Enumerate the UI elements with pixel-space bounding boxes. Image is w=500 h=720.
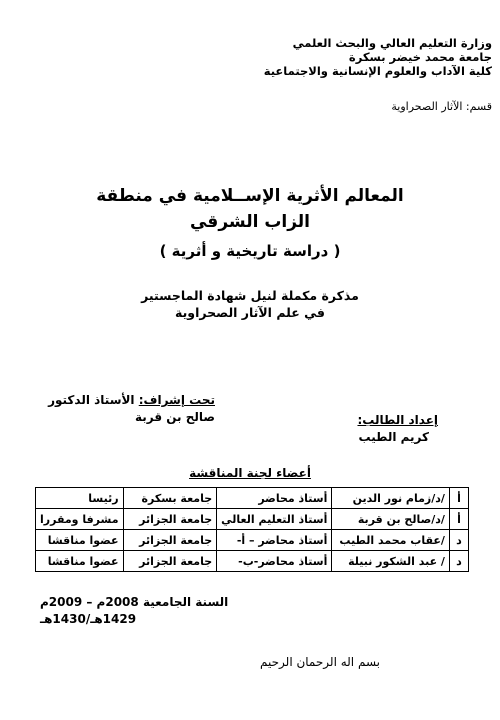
committee-role: عضوا مناقشا — [36, 530, 124, 551]
committee-institution: جامعة الجزائر — [123, 509, 217, 530]
committee-prefix: أ — [449, 488, 468, 509]
committee-name: /عقاب محمد الطيب — [332, 530, 450, 551]
committee-table — [35, 487, 469, 572]
supervisor-title: الأستاذ الدكتور — [48, 393, 139, 407]
committee-name: / عبد الشكور نبيلة — [332, 551, 450, 572]
degree-line-1: مذكرة مكملة لنيل شهادة الماجستير — [141, 288, 359, 303]
basmala: بسم اله الرحمان الرحيم — [260, 655, 380, 669]
committee-institution: جامعة الجزائر — [123, 551, 217, 572]
ministry-line: وزارة التعليم العالي والبحث العلمي — [292, 36, 492, 50]
committee-row — [36, 488, 469, 509]
committee-row — [36, 551, 469, 572]
committee-row — [36, 530, 469, 551]
committee-institution: جامعة الجزائر — [123, 530, 217, 551]
committee-role: رئيسا — [36, 488, 124, 509]
committee-institution: جامعة بسكرة — [123, 488, 217, 509]
committee-prefix: د — [449, 530, 468, 551]
committee-role: مشرفا ومقررا — [36, 509, 124, 530]
supervisor-name: صالح بن قربة — [134, 410, 215, 424]
committee-name: /د/صالح بن قربة — [332, 509, 450, 530]
thesis-title-line-1: المعالم الأثرية الإســلامية في منطقة — [96, 186, 404, 206]
university-line: جامعة محمد خيضر بسكرة — [348, 50, 492, 64]
degree-line-2: في علم الآثار الصحراوية — [175, 305, 325, 320]
faculty-line: كلية الآداب والعلوم الإنسانية والاجتماعية — [263, 64, 492, 78]
thesis-title-line-2: الزاب الشرقي — [189, 212, 311, 232]
committee-rank: أستاذ محاضر – أ- — [217, 530, 332, 551]
committee-rank: أستاذ محاضر-ب- — [217, 551, 332, 572]
committee-heading: أعضاء لجنة المناقشة — [189, 466, 311, 480]
supervisor-label — [48, 393, 215, 407]
student-label: إعداد الطالب: — [357, 413, 438, 427]
committee-row — [36, 509, 469, 530]
committee-name: /د/زمام نور الدين — [332, 488, 450, 509]
committee-table-body — [36, 488, 469, 572]
academic-year-gregorian: السنة الجامعية 2008م – 2009م — [40, 595, 229, 609]
committee-prefix: د — [449, 551, 468, 572]
committee-rank: أستاذ التعليم العالي — [217, 509, 332, 530]
student-name: كريم الطيب — [358, 430, 429, 444]
supervisor-label-text: تحت إشراف: — [138, 393, 215, 407]
thesis-title-line-3: ( دراسة تاريخية و أثرية ) — [159, 242, 341, 260]
committee-prefix: أ — [449, 509, 468, 530]
committee-rank: أستاذ محاضر — [217, 488, 332, 509]
academic-year-hijri: 1429هـ/1430هـ — [40, 612, 137, 626]
committee-role: عضوا مناقشا — [36, 551, 124, 572]
department-line: قسم: الآثار الصحراوية — [391, 100, 492, 113]
